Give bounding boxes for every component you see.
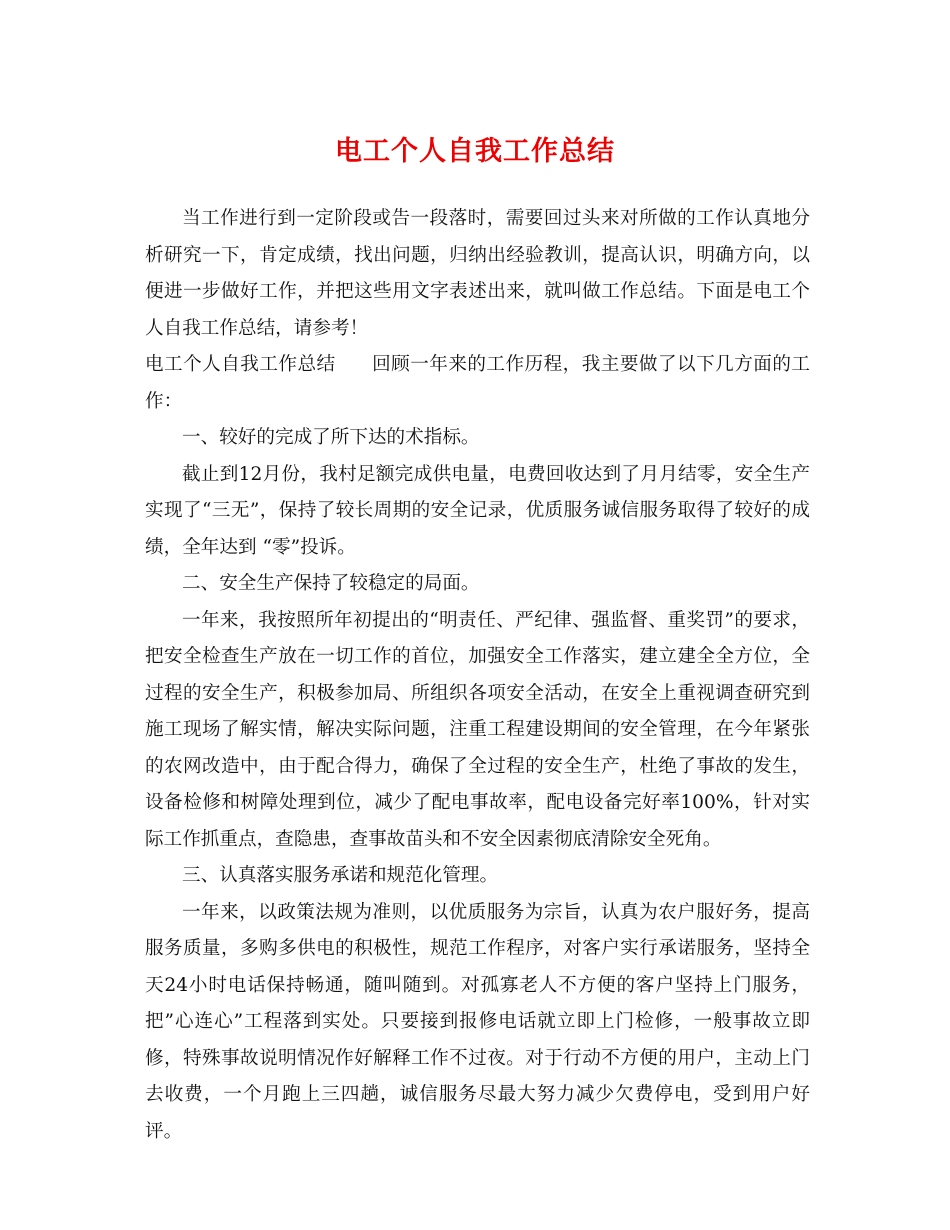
document-title: 电工个人自我工作总结 — [335, 136, 615, 167]
document-body — [145, 201, 810, 1150]
section-heading-3: 三、认真落实服务承诺和规范化管理。 — [182, 865, 499, 886]
inline-subtitle: 电工个人自我工作总结 — [145, 354, 336, 375]
paragraph-section-3: 一年来，以政策法规为准则，以优质服务为宗旨，认真为农户服好务，提高服务质量，多购多供电的积极性，规范工作程序，对客户实行承诺服务，坚持全天24小时电话保持畅通，随叫随到。对孤寡老人不方便的客户坚持上门服务，把”心连心”工程落到实处。只要接到报修电话就立即上门检修，一般事故立即修，特殊事故说明情况作好解释工作不过夜。对于行动不方便的用户，主动上门去收费，一个月跑上三四趟，诚信服务尽最大努力减少欠费停电，受到用户好评。 — [145, 901, 810, 1142]
section-heading-1: 一、较好的完成了所下达的术指标。 — [182, 427, 480, 448]
paragraph-section-1: 截止到12月份，我村足额完成供电量，电费回收达到了月月结零，安全生产实现了“三无”，保持了较长周期的安全记录，优质服务诚信服务取得了较好的成绩，全年达到 “零”投诉。 — [145, 463, 810, 558]
review-text: 回顾一年来的工作历程，我主要做了以下几方面的工作： — [145, 354, 810, 412]
paragraph-review — [145, 347, 810, 420]
paragraph-intro: 当工作进行到一定阶段或告一段落时，需要回过头来对所做的工作认真地分析研究一下，肯定成绩，找出问题，归纳出经验教训，提高认识，明确方向，以便进一步做好工作，并把这些用文字表述出来，就叫做工作总结。下面是电工个人自我工作总结，请参考！ — [145, 208, 810, 339]
paragraph-section-2: 一年来，我按照所年初提出的“明责任、严纪律、强监督、重奖罚”的要求，把安全检查生产放在一切工作的首位，加强安全工作落实，建立建全全方位，全过程的安全生产，积极参加局、所组织各项安全活动，在安全上重视调查研究到施工现场了解实情，解决实际问题，注重工程建设期间的安全管理，在今年紧张的农网改造中，由于配合得力，确保了全过程的安全生产，杜绝了事故的发生，设备检修和树障处理到位，减少了配电事故率，配电设备完好率100%，针对实际工作抓重点，查隐患，查事故苗头和不安全因素彻底清除安全死角。 — [145, 609, 810, 850]
section-heading-2: 二、安全生产保持了较稳定的局面。 — [182, 573, 480, 594]
